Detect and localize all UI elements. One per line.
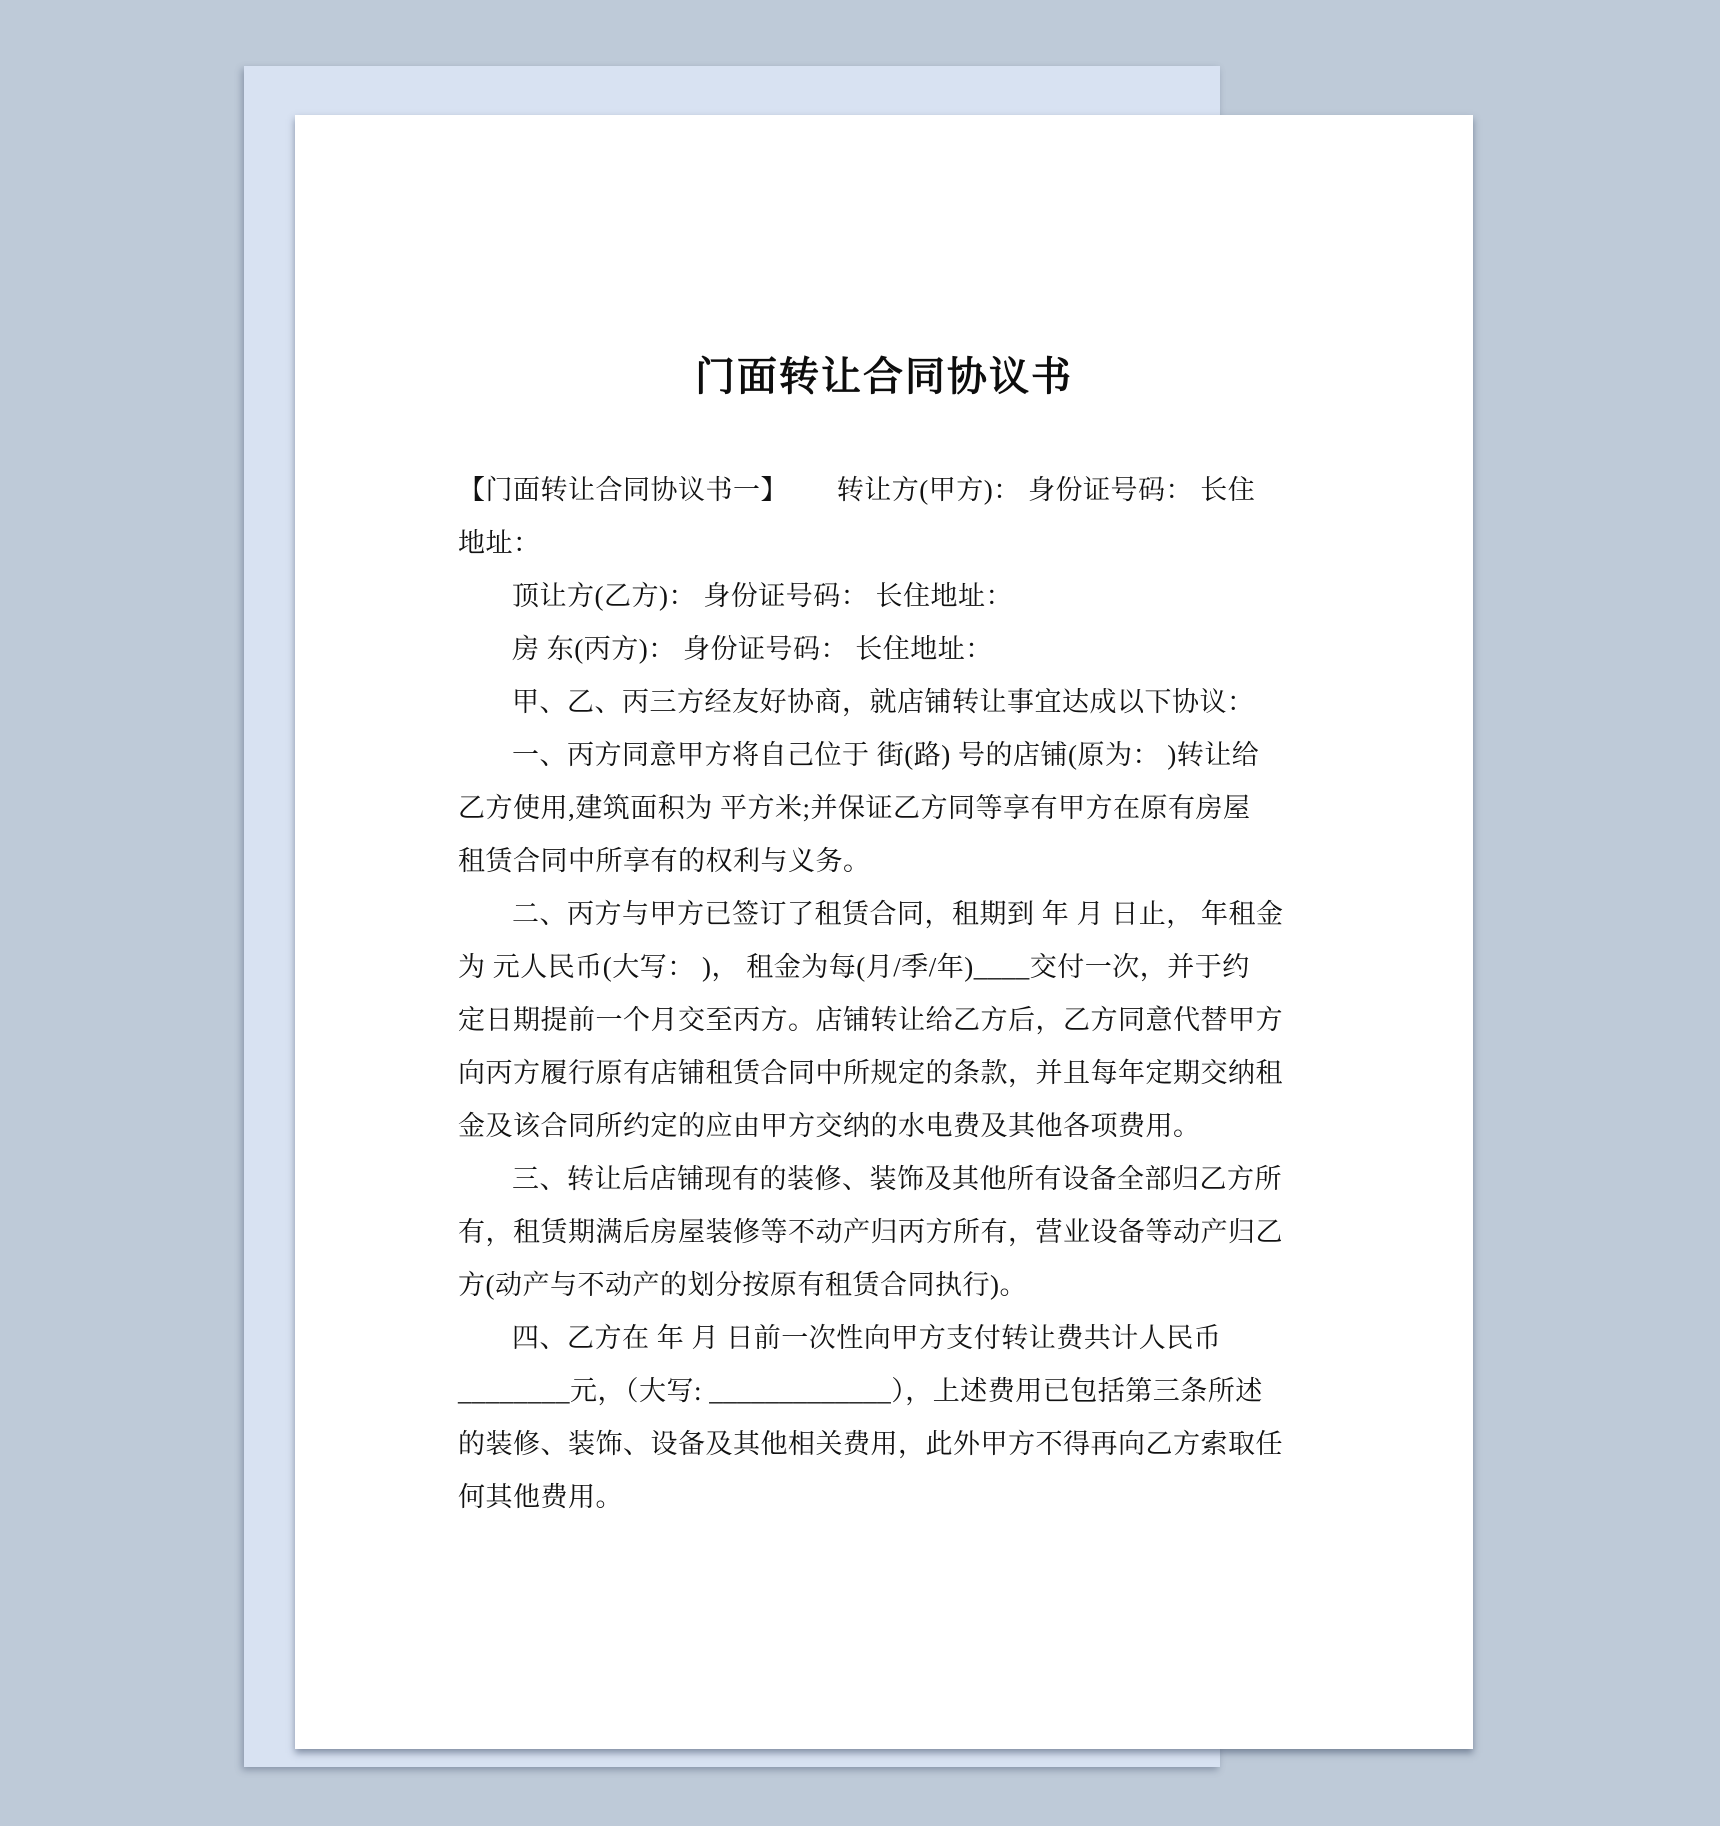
- document-line: 顶让方(乙方)： 身份证号码： 长住地址：: [512, 581, 1013, 611]
- document-line: 甲、乙、丙三方经友好协商，就店铺转让事宜达成以下协议：: [512, 687, 1255, 717]
- document-line: 有，租赁期满后房屋装修等不动产归丙方所有，营业设备等动产归乙: [458, 1217, 1283, 1247]
- document-line: 【门面转让合同协议书一】 转让方(甲方)： 身份证号码： 长住: [458, 475, 1256, 505]
- document-line: ________元，（大写: _____________），上述费用已包括第三条所述: [458, 1376, 1263, 1406]
- document-page: [295, 115, 1473, 1749]
- document-line: 方(动产与不动产的划分按原有租赁合同执行)。: [458, 1270, 1027, 1300]
- document-line: 一、丙方同意甲方将自己位于 街(路) 号的店铺(原为： )转让给: [512, 740, 1260, 770]
- document-line: 定日期提前一个月交至丙方。店铺转让给乙方后，乙方同意代替甲方: [458, 1005, 1283, 1035]
- document-line: 为 元人民币(大写： )， 租金为每(月/季/年)____交付一次，并于约: [458, 952, 1250, 982]
- document-line: 四、乙方在 年 月 日前一次性向甲方支付转让费共计人民币: [512, 1323, 1222, 1353]
- document-line: 乙方使用,建筑面积为 平方米;并保证乙方同等享有甲方在原有房屋: [458, 793, 1251, 823]
- document-line: 金及该合同所约定的应由甲方交纳的水电费及其他各项费用。: [458, 1111, 1201, 1141]
- document-line: 何其他费用。: [458, 1482, 623, 1512]
- document-line: 向丙方履行原有店铺租赁合同中所规定的条款，并且每年定期交纳租: [458, 1058, 1283, 1088]
- document-line: 租赁合同中所享有的权利与义务。: [458, 846, 871, 876]
- document-body: [458, 464, 1310, 1524]
- document-line: 三、转让后店铺现有的装修、装饰及其他所有设备全部归乙方所: [512, 1164, 1282, 1194]
- document-title: 门面转让合同协议书: [695, 354, 1073, 399]
- document-line: 地址：: [458, 528, 541, 558]
- document-line: 二、丙方与甲方已签订了租赁合同，租期到 年 月 日止， 年租金: [512, 899, 1284, 929]
- document-line: 的装修、装饰、设备及其他相关费用，此外甲方不得再向乙方索取任: [458, 1429, 1283, 1459]
- document-line: 房 东(丙方)： 身份证号码： 长住地址：: [512, 634, 993, 664]
